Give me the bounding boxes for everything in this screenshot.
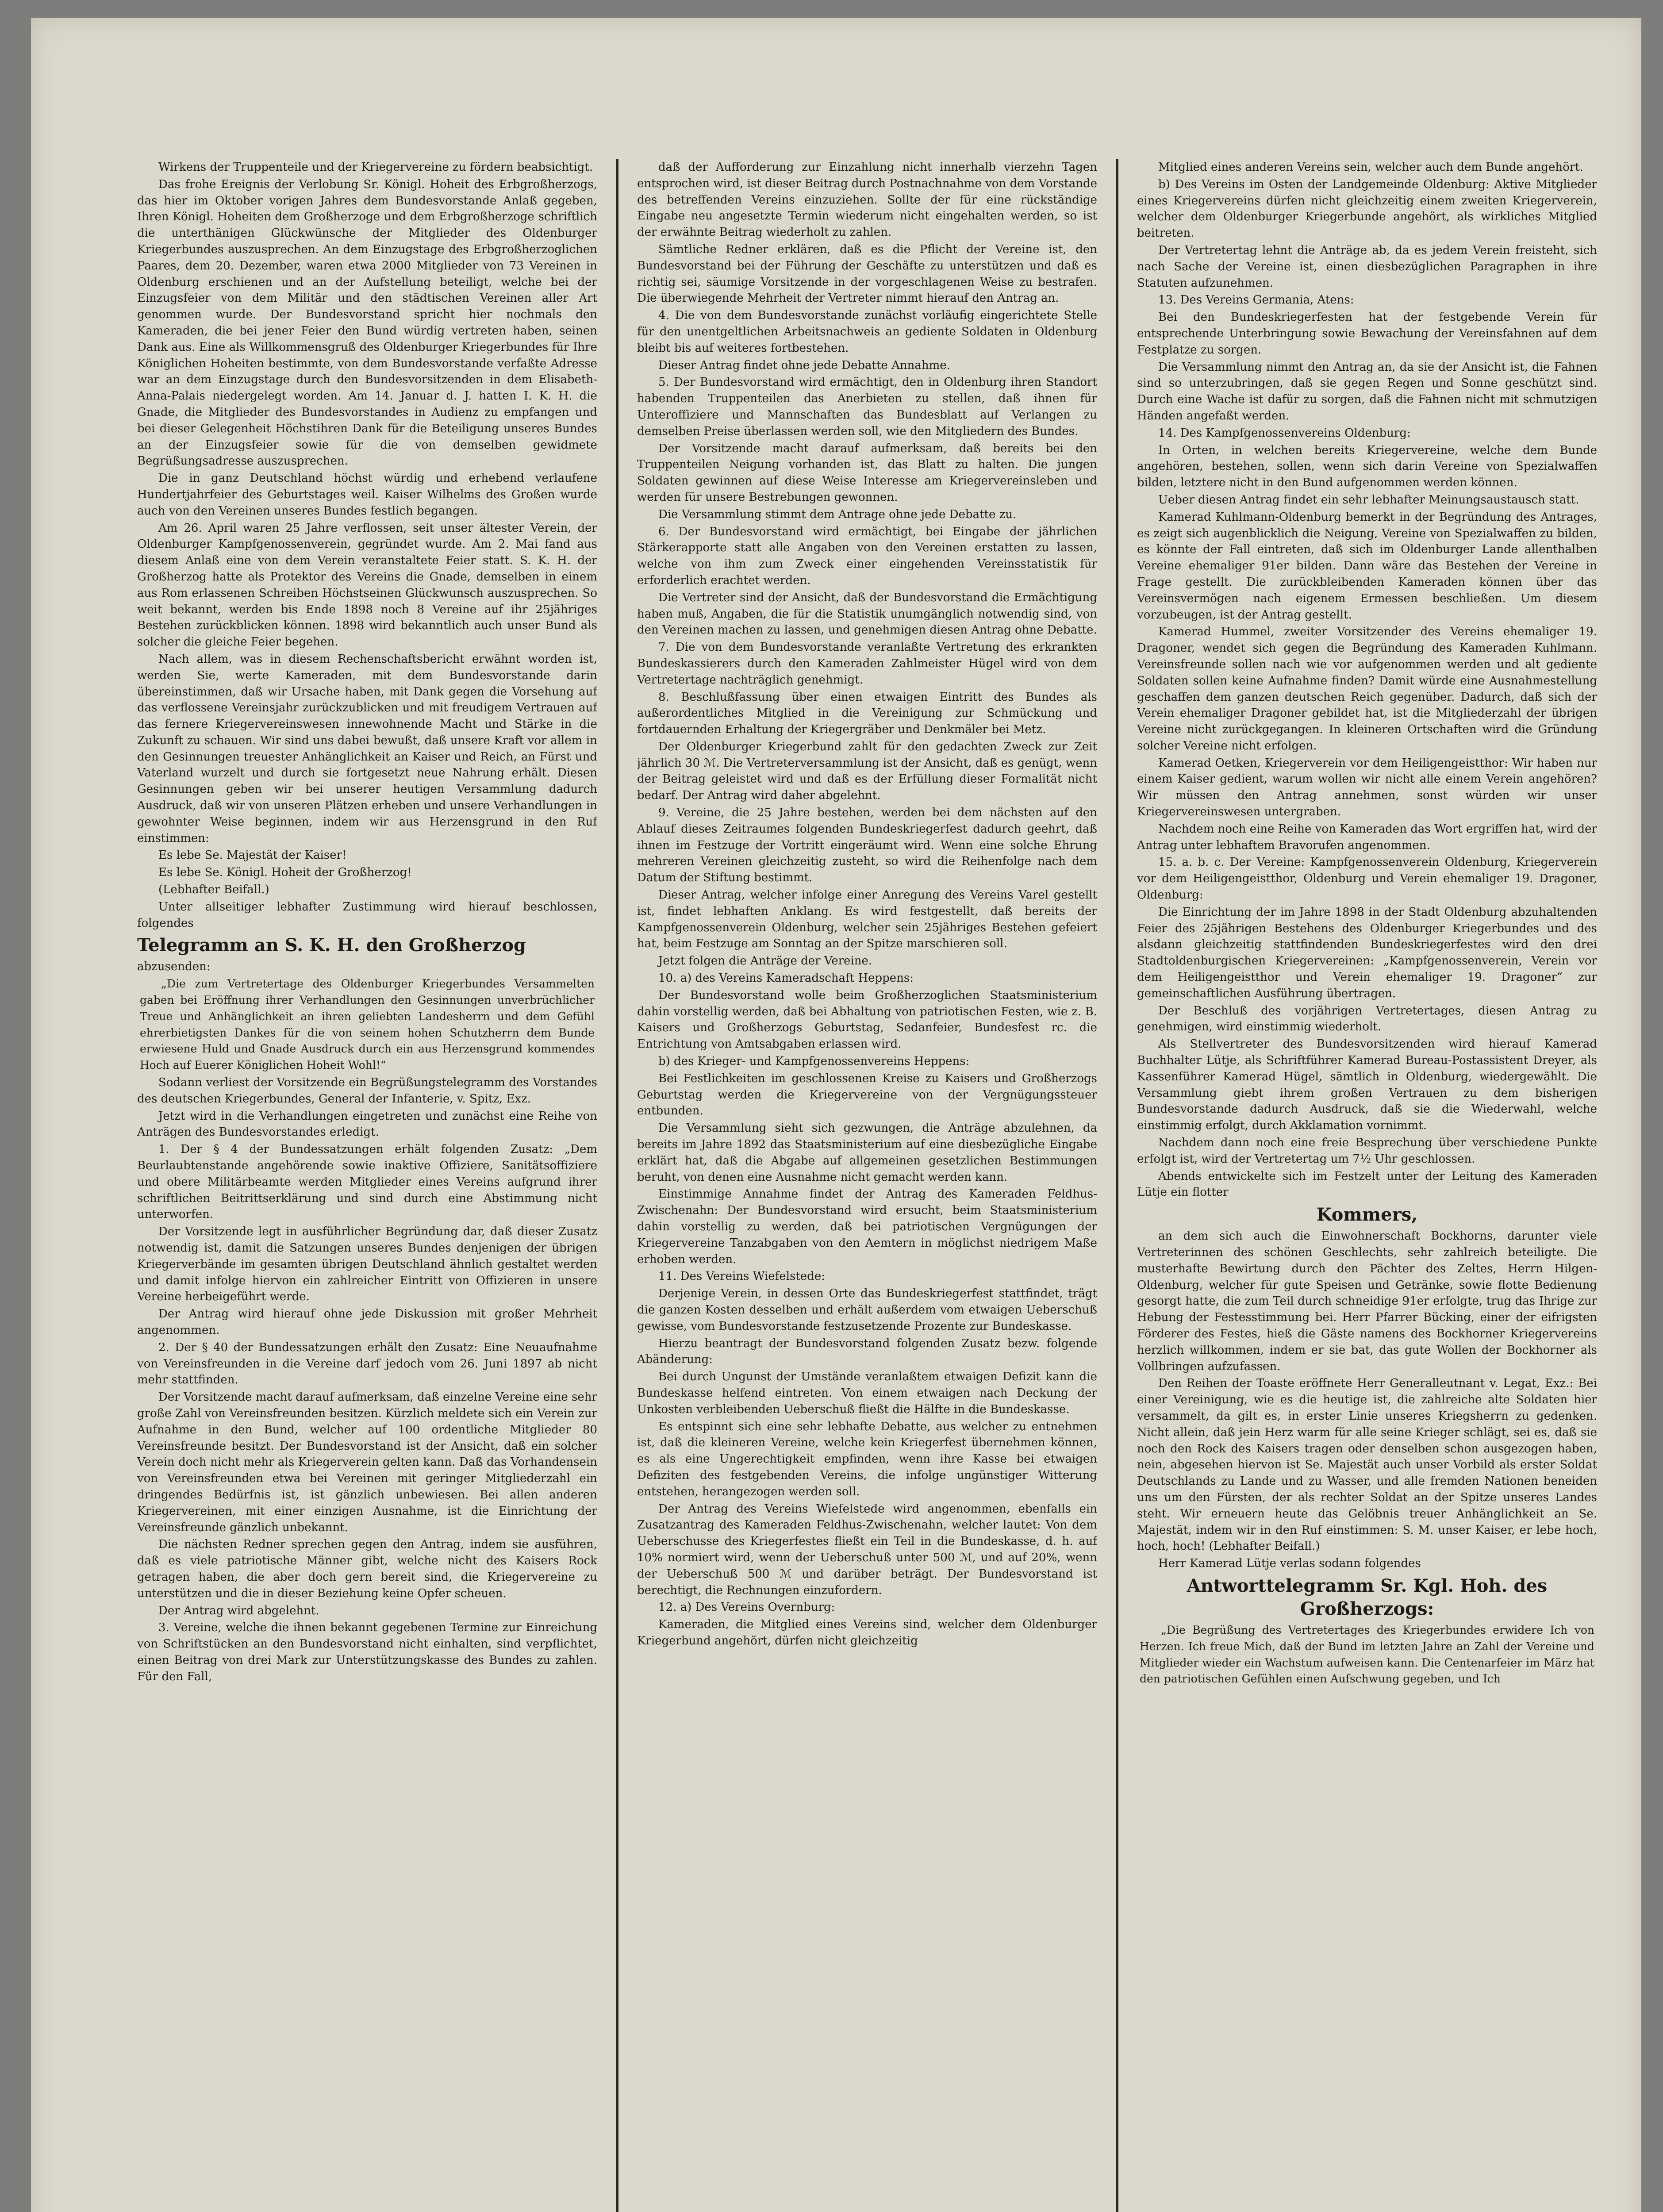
paragraph: Kamerad Oetken, Kriegerverein vor dem Heiligengeistthor: Wir haben nur einem Kaiser gedient, warum wollen wir nicht alle einem Verein angehören? Wir müssen den Antrag annehmen, sonst würden wir unser Kriegervereinswesen untergraben.	[1137, 756, 1597, 819]
paragraph: Die in ganz Deutschland höchst würdig und erhebend verlaufene Hundertjahrfeier des Geburtstages weil. Kaiser Wilhelms des Großen wurde auch von den Vereinen unseres Bundes festlich begangen.	[137, 472, 597, 518]
paragraph: Die nächsten Redner sprechen gegen den Antrag, indem sie ausführen, daß es viele patriotische Männer gibt, welche nicht des Kaisers Rock getragen haben, die aber doch gern bereit sind, die Kriegervereine zu unterstützen und die in dieser Beziehung keine Opfer scheuen.	[137, 1538, 597, 1600]
reply-telegram-heading: Antworttelegramm Sr. Kgl. Hoh. des Großherzogs:	[1187, 1575, 1548, 1619]
paragraph: b) des Krieger- und Kampfgenossenvereins Heppens:	[658, 1055, 970, 1068]
paragraph: Bei Festlichkeiten im geschlossenen Kreise zu Kaisers und Großherzogs Geburtstag werden die Kriegervereine von der Vergnügungssteuer entbunden.	[637, 1071, 1097, 1118]
column-1	[137, 159, 597, 2212]
newspaper-page	[31, 18, 1641, 2212]
paragraph: Kameraden, die Mitglied eines Vereins sind, welcher dem Oldenburger Kriegerbund angehört, dürfen nicht gleichzeitig	[637, 1618, 1097, 1647]
paragraph: Unter allseitiger lebhafter Zustimmung wird hierauf beschlossen, folgendes	[137, 900, 597, 930]
column-rule-2	[1116, 159, 1118, 2212]
paragraph: Die Versammlung stimmt dem Antrage ohne jede Debatte zu.	[658, 507, 1017, 521]
paragraph: 1. Der § 4 der Bundessatzungen erhält folgenden Zusatz: „Dem Beurlaubtenstande angehörende sowie inaktive Offiziere, Sanitätsoffiziere und obere Militärbeamte werden Mitglieder eines Vereins aufgrund ihrer schriftlichen Beitrittserklärung und sind durch eine Abstimmung nicht unterworfen.	[137, 1143, 597, 1221]
paragraph: Der Beschluß des vorjährigen Vertretertages, diesen Antrag zu genehmigen, wird einstimmig wiederholt.	[1137, 1004, 1597, 1034]
paragraph: Der Antrag wird hierauf ohne jede Diskussion mit großer Mehrheit angenommen.	[137, 1307, 597, 1337]
paragraph: Es lebe Se. Königl. Hoheit der Großherzog!	[158, 866, 412, 879]
paragraph: Der Antrag des Vereins Wiefelstede wird angenommen, ebenfalls ein Zusatzantrag des Kameraden Feldhus-Zwischenahn, welcher lautet: Von dem Ueberschusse des Kriegerfestes fließt ein Teil in die Bundeskasse, d. h. auf 10% normiert wird, wenn der Ueberschuß unter 500 ℳ, und auf 20%, wenn der Ueberschuß 500 ℳ und darüber beträgt. Der Bundesvorstand ist berechtigt, die Rechnungen einzufordern.	[637, 1502, 1097, 1597]
paragraph: Der Bundesvorstand wolle beim Großherzoglichen Staatsministerium dahin vorstellig werden, daß bei Abhaltung von patriotischen Festen, wie z. B. Kaisers und Großherzogs Geburtstag, Sedanfeier, Bundesfest rc. die Entrichtung von Amtsabgaben erlassen wird.	[637, 988, 1097, 1051]
column-rule-1	[616, 159, 618, 2212]
kommers-paragraphs	[1137, 1228, 1597, 1572]
column-1-paragraphs	[137, 159, 597, 931]
paragraph: Bei durch Ungunst der Umstände veranlaßtem etwaigen Defizit kann die Bundeskasse helfend eintreten. Von einem etwaigen nach Deckung der Unkosten verbleibenden Ueberschuß fließt die Hälfte in die Bundeskasse.	[637, 1370, 1097, 1416]
paragraph: In Orten, in welchen bereits Kriegervereine, welche dem Bunde angehören, bestehen, sollen, wenn sich darin Vereine von Spezialwaffen bilden, letztere nicht in den Bund aufgenommen werden können.	[1137, 443, 1597, 490]
column-2	[637, 159, 1097, 2212]
paragraph: 12. a) Des Vereins Overnburg:	[658, 1601, 835, 1614]
paragraph: 9. Vereine, die 25 Jahre bestehen, werden bei dem nächsten auf den Ablauf dieses Zeitraumes folgenden Bundeskriegerfest dadurch geehrt, daß ihnen im Festzuge der Vortritt eingeräumt wird. Wenn eine solche Ehrung mehreren Vereinen gleichzeitig zusteht, so wird die Reihenfolge nach dem Datum der Stiftung bestimmt.	[637, 806, 1097, 885]
reply-telegram-text: „Die Begrüßung des Vertretertages des Kriegerbundes erwidere Ich von Herzen. Ich freue Mich, daß der Bund im letzten Jahre an Zahl der Vereine und Mitglieder wieder ein Wachstum aufweisen kann. Die Centenarfeier im März hat den patriotischen Gefühlen einen Aufschwung gegeben, und Ich	[1140, 1623, 1594, 1686]
paragraph: Kamerad Hummel, zweiter Vorsitzender des Vereins ehemaliger 19. Dragoner, wendet sich gegen die Begründung des Kameraden Kuhlmann. Vereinsfreunde sollen nach wie vor aufgenommen werden und alt gediente Soldaten sollen keine Aufnahme finden? Damit würde eine Ausnahmestellung geschaffen dem ganzen deutschen Reich gegenüber. Dadurch, daß sich der Verein ehemaliger Dragoner gebildet hat, ist die Mitgliederzahl der übrigen Vereine nicht zurückgegangen. In kleineren Ortschaften wird die Gründung solcher Vereine nicht erfolgen.	[1137, 625, 1597, 753]
paragraph: 14. Des Kampfgenossenvereins Oldenburg:	[1158, 426, 1411, 440]
paragraph: Kamerad Kuhlmann-Oldenburg bemerkt in der Begründung des Antrages, es zeigt sich augenblicklich die Neigung, Vereine von Spezialwaffen zu bilden, es könnte der Fall eintreten, daß sich im Oldenburger Lande allenthalben Vereine ehemaliger 91er bilden. Dann wäre das Bestehen der Vereine in Frage gestellt. Die zurückbleibenden Kameraden können über das Vereinsvermögen nach eigenem Ermessen beschließen. Um diesem vorzubeugen, ist der Antrag gestellt.	[1137, 510, 1597, 622]
paragraph: Nach allem, was in diesem Rechenschaftsbericht erwähnt worden ist, werden Sie, werte Kameraden, mit dem Bundesvorstande darin übereinstimmen, daß wir Ursache haben, mit Dank gegen die Vorsehung auf das verflossene Vereinsjahr zurückzublicken und mit freudigem Vertrauen auf das fernere Kriegervereinswesen innewohnende Macht und Stärke in die Zukunft zu schauen. Wir sind uns dabei bewußt, daß unsere Kraft vor allem in den Gesinnungen treuester Anhänglichkeit an Kaiser und Reich, an Fürst und Vaterland wurzelt und durch sie fortgesetzt neue Nahrung erhält. Diesen Gesinnungen geben wir bei unserer heutigen Versammlung dadurch Ausdruck, daß wir von unseren Plätzen erheben und unsere Verhandlungen in gewohnter Weise beginnen, indem wir aus Herzensgrund in den Ruf einstimmen:	[137, 652, 597, 845]
paragraph: 2. Der § 40 der Bundessatzungen erhält den Zusatz: Eine Neuaufnahme von Vereinsfreunden in die Vereine darf jedoch vom 26. Juni 1897 ab nicht mehr stattfinden.	[137, 1340, 597, 1387]
paragraph: 4. Die von dem Bundesvorstande zunächst vorläufig eingerichtete Stelle für den unentgeltlichen Arbeitsnachweis an gediente Soldaten in Oldenburg bleibt bis auf weiteres fortbestehen.	[637, 309, 1097, 355]
paragraph: Wirkens der Truppenteile und der Kriegervereine zu fördern beabsichtigt.	[158, 161, 593, 174]
paragraph: 6. Der Bundesvorstand wird ermächtigt, bei Eingabe der jährlichen Stärkerapporte statt alle Angaben von den Vereinen erstatten zu lassen, welche von ihm zum Zweck einer eingehenden Vereinsstatistik für erforderlich erachtet werden.	[637, 525, 1097, 587]
telegram-text: „Die zum Vertretertage des Oldenburger Kriegerbundes Versammelten gaben bei Eröffnung ihrer Verhandlungen den Gesinnungen unverbrüchlicher Treue und Anhänglichkeit an ihren geliebten Landesherrn und dem Gefühl ehrerbietigsten Dankes für die von seinem hohen Schutzherrn dem Bunde erwiesene Huld und Gnade Ausdruck durch ein aus Herzensgrund kommendes Hoch auf Euerer Königlichen Hoheit Wohl!“	[140, 977, 595, 1072]
paragraph: Den Reihen der Toaste eröffnete Herr Generalleutnant v. Legat, Exz.: Bei einer Vereinigung, wie es die heutige ist, die zahlreiche alte Soldaten hier versammelt, da gilt es, in erster Linie unseres Kriegsherrn zu gedenken. Nicht allein, daß jein Herz warm für alle seine Krieger schlägt, sei es, daß sie noch den Rock des Kaisers tragen oder denselben schon ausgezogen haben, nein, abgesehen hiervon ist Se. Majestät auch unser Vorbild als erster Soldat Deutschlands zu Lande und zu Wasser, und alle fremden Nationen beneiden uns um den Fürsten, der als rechter Soldat an der Spitze unseres Landes steht. Wir erneuern heute das Gelöbnis treuer Anhänglichkeit an Se. Majestät, indem wir in den Ruf einstimmen: S. M. unser Kaiser, er lebe hoch, hoch, hoch! (Lebhafter Beifall.)	[1137, 1377, 1597, 1553]
column-1-paragraphs-after	[137, 1075, 597, 1685]
paragraph: Ueber diesen Antrag findet ein sehr lebhafter Meinungsaustausch statt.	[1158, 493, 1579, 507]
paragraph: 13. Des Vereins Germania, Atens:	[1158, 293, 1354, 307]
paragraph: 3. Vereine, welche die ihnen bekannt gegebenen Termine zur Einreichung von Schriftstücken an den Bundesvorstand nicht einhalten, sind verpflichtet, einen Beitrag von drei Mark zur Unterstützungskasse des Bundes zu zahlen. Für den Fall,	[137, 1621, 597, 1683]
paragraph: Es lebe Se. Majestät der Kaiser!	[158, 849, 347, 862]
telegram-intro: abzusenden:	[137, 960, 211, 974]
paragraph: b) Des Vereins im Osten der Landgemeinde Oldenburg: Aktive Mitglieder eines Kriegervereins dürfen nicht gleichzeitig einem zweiten Kriegerverein, welcher dem Oldenburger Kriegerbunde angehört, als wirkliches Mitglied beitreten.	[1137, 177, 1597, 240]
paragraph: Die Vertreter sind der Ansicht, daß der Bundesvorstand die Ermächtigung haben muß, Angaben, die für die Statistik unumgänglich notwendig sind, von den Vereinen machen zu lassen, und genehmigen diesen Antrag ohne Debatte.	[637, 591, 1097, 637]
paragraph: (Lebhafter Beifall.)	[158, 883, 269, 897]
kommers-heading: Kommers,	[1316, 1204, 1418, 1225]
paragraph: 15. a. b. c. Der Vereine: Kampfgenossenverein Oldenburg, Kriegerverein vor dem Heiligengeistthor, Oldenburg und Verein ehemaliger 19. Dragoner, Oldenburg:	[1137, 856, 1597, 902]
paragraph: Die Versammlung nimmt den Antrag an, da sie der Ansicht ist, die Fahnen sind so unterzubringen, daß sie gegen Regen und Sonne geschützt sind. Durch eine Wache ist dafür zu sorgen, daß die Fahnen nicht mit schmutzigen Händen angefaßt werden.	[1137, 360, 1597, 422]
column-3-paragraphs	[1137, 159, 1597, 1201]
column-3	[1137, 159, 1597, 2212]
paragraph: daß der Aufforderung zur Einzahlung nicht innerhalb vierzehn Tagen entsprochen wird, ist dieser Beitrag durch Postnachnahme von dem Vorstande des betreffenden Vereins einzuziehen. Sollte der für eine rückständige Eingabe neu angesetzte Termin wiederum nicht eingehalten werden, so ist der erwähnte Beitrag wiederholt zu zahlen.	[637, 161, 1097, 239]
paragraph: 5. Der Bundesvorstand wird ermächtigt, den in Oldenburg ihren Standort habenden Truppenteilen das Anerbieten zu stellen, daß ihnen für Unteroffiziere und Mannschaften das Bundesblatt auf Verlangen zu demselben Preise überlassen werden soll, wie den Mitgliedern des Bundes.	[637, 376, 1097, 438]
column-2-paragraphs	[637, 159, 1097, 1649]
paragraph: Der Oldenburger Kriegerbund zahlt für den gedachten Zweck zur Zeit jährlich 30 ℳ. Die Vertreterversammlung ist der Ansicht, daß es genügt, wenn der Beitrag geleistet wird und daß es der Erfüllung dieser Formalität nicht bedarf. Der Antrag wird daher abgelehnt.	[637, 740, 1097, 803]
paragraph: Die Einrichtung der im Jahre 1898 in der Stadt Oldenburg abzuhaltenden Feier des 25jährigen Bestehens des Oldenburger Kriegerbundes und des alsdann gleichzeitig stattfindenden Bundeskriegerfestes wird den drei Stadtoldenburgischen Kriegervereinen: „Kampfgenossenverein, Verein vor dem Heiligengeistthor und Verein ehemaliger 19. Dragoner“ zur gemeinschaftlichen Ausführung übertragen.	[1137, 905, 1597, 1000]
paragraph: Hierzu beantragt der Bundesvorstand folgenden Zusatz bezw. folgende Abänderung:	[637, 1336, 1097, 1367]
paragraph: Sämtliche Redner erklären, daß es die Pflicht der Vereine ist, den Bundesvorstand bei der Führung der Geschäfte zu unterstützen und daß es richtig sei, säumige Vorsitzende in der vorgeschlagenen Weise zu bestrafen. Die überwiegende Mehrheit der Vertreter nimmt hierauf den Antrag an.	[637, 242, 1097, 305]
paragraph: Abends entwickelte sich im Festzelt unter der Leitung des Kameraden Lütje ein flotter	[1137, 1169, 1597, 1199]
paragraph: Sodann verliest der Vorsitzende ein Begrüßungstelegramm des Vorstandes des deutschen Kriegerbundes, General der Infanterie, v. Spitz, Exz.	[137, 1076, 597, 1106]
paragraph: Nachdem noch eine Reihe von Kameraden das Wort ergriffen hat, wird der Antrag unter lebhaftem Bravorufen angenommen.	[1137, 822, 1597, 852]
text-columns	[137, 159, 1597, 2212]
paragraph: 10. a) des Vereins Kameradschaft Heppens:	[658, 972, 914, 985]
paragraph: Der Antrag wird abgelehnt.	[158, 1604, 319, 1617]
paragraph: Der Vorsitzende macht darauf aufmerksam, daß einzelne Vereine eine sehr große Zahl von Vereinsfreunden besitzen. Kürzlich meldete sich ein Verein zur Aufnahme in den Bund, welcher auf 100 ordentliche Mitglieder 80 Vereinsfreunde besitzt. Der Bundesvorstand ist der Ansicht, daß ein solcher Verein doch nicht mehr als Kriegerverein gelten kann. Daß das Vorhandensein von Vereinsfreunden etwa bei Vereinen mit geringer Mitgliederzahl ein dringendes Bedürfnis ist, ist gänzlich unbewiesen. Bei allen anderen Kriegervereinen, mit einer einzigen Ausnahme, ist die Einrichtung der Vereinsfreunde gänzlich unbekannt.	[137, 1390, 597, 1534]
paragraph: Der Vertretertag lehnt die Anträge ab, da es jedem Verein freisteht, sich nach Sache der Vereine ist, einen diesbezüglichen Paragraphen in ihre Statuten aufzunehmen.	[1137, 243, 1597, 290]
paragraph: Am 26. April waren 25 Jahre verflossen, seit unser ältester Verein, der Oldenburger Kampfgenossenverein, gegründet wurde. Am 2. Mai fand aus diesem Anlaß eine von dem Verein veranstaltete Feier statt. S. K. H. der Großherzog hatte als Protektor des Vereins die Gnade, demselben in einem aus Rom erlassenen Schreiben Höchstseinen Glückwunsch auszusprechen. So weit bekannt, werden bis Ende 1898 noch 8 Vereine auf ihr 25jähriges Bestehen zurückblicken können. 1898 wird bekanntlich auch unser Bund als solcher die gleiche Feier begehen.	[137, 521, 597, 649]
paragraph: Einstimmige Annahme findet der Antrag des Kameraden Feldhus-Zwischenahn: Der Bundesvorstand wird ersucht, beim Staatsministerium dahin vorstellig zu werden, daß bei patriotischen Vergnügungen der Kriegervereine Tanzabgaben von den Aemtern in möglichst niedrigem Maße erhoben werden.	[637, 1187, 1097, 1266]
paragraph: Es entspinnt sich eine sehr lebhafte Debatte, aus welcher zu entnehmen ist, daß die kleineren Vereine, welche kein Kriegerfest übernehmen können, es als eine Ungerechtigkeit empfinden, wenn ihre Kasse bei etwaigen Defiziten des festgebenden Vereins, die infolge ungünstiger Witterung entstehen, herangezogen werden soll.	[637, 1420, 1097, 1498]
paragraph: 7. Die von dem Bundesvorstande veranlaßte Vertretung des erkrankten Bundeskassierers durch den Kameraden Zahlmeister Hügel wird von dem Vertretertage nachträglich genehmigt.	[637, 641, 1097, 687]
paragraph: Der Vorsitzende macht darauf aufmerksam, daß bereits bei den Truppenteilen Neigung vorhanden ist, das Blatt zu halten. Die jungen Soldaten gewinnen auf diese Weise Interesse am Kriegervereinsleben und werden für unsere Bestrebungen gewonnen.	[637, 442, 1097, 504]
paragraph: Derjenige Verein, in dessen Orte das Bundeskriegerfest stattfindet, trägt die ganzen Kosten desselben und erhält außerdem vom etwaigen Ueberschuß gewisse, vom Bundesvorstande festzusetzende Prozente zur Bundeskasse.	[637, 1287, 1097, 1333]
paragraph: Nachdem dann noch eine freie Besprechung über verschiedene Punkte erfolgt ist, wird der Vertretertag um 7½ Uhr geschlossen.	[1137, 1136, 1597, 1166]
paragraph: Mitglied eines anderen Vereins sein, welcher auch dem Bunde angehört.	[1158, 161, 1583, 174]
paragraph: Jetzt folgen die Anträge der Vereine.	[658, 954, 872, 968]
paragraph: Bei den Bundeskriegerfesten hat der festgebende Verein für entsprechende Unterbringung sowie Bewachung der Vereinsfahnen auf dem Festplatze zu sorgen.	[1137, 311, 1597, 357]
paragraph: Herr Kamerad Lütje verlas sodann folgendes	[1158, 1557, 1421, 1571]
paragraph: Dieser Antrag findet ohne jede Debatte Annahme.	[658, 358, 950, 372]
paragraph: Jetzt wird in die Verhandlungen eingetreten und zunächst eine Reihe von Anträgen des Bundesvorstandes erledigt.	[137, 1109, 597, 1139]
paragraph: Der Vorsitzende legt in ausführlicher Begründung dar, daß dieser Zusatz notwendig ist, damit die Satzungen unseres Bundes denjenigen der übrigen Kriegerverbände im gesamten übrigen Deutschland ähnlich gestaltet werden und damit infolge hiervon ein zahlreicher Eintritt von Offizieren in unsere Vereine herbeigeführt werde.	[137, 1225, 597, 1304]
paragraph: an dem sich auch die Einwohnerschaft Bockhorns, darunter viele Vertreterinnen des schönen Geschlechts, sehr zahlreich beteiligte. Die musterhafte Bewirtung durch den Pächter des Zeltes, Herrn Hilgen-Oldenburg, welcher für gute Speisen und Getränke, sowie flotte Bedienung gesorgt hatte, die zum Teil durch schneidige 91er erfolgte, trug das Ihrige zur Hebung der Festesstimmung bei. Herr Pfarrer Bücking, einer der eifrigsten Förderer des Festes, hieß die Gäste namens des Bockhorner Kriegervereins herzlich willkommen, indem er sie bat, das gute Wollen der Bockhorner als Vollbringen aufzufassen.	[1137, 1229, 1597, 1373]
paragraph: 8. Beschlußfassung über einen etwaigen Eintritt des Bundes als außerordentliches Mitglied in die Vereinigung zur Schmückung und fortdauernden Erhaltung der Kriegergräber und Denkmäler bei Metz.	[637, 690, 1097, 737]
telegram-heading: Telegramm an S. K. H. den Großherzog	[137, 935, 526, 956]
paragraph: Das frohe Ereignis der Verlobung Sr. Königl. Hoheit des Erbgroßherzogs, das hier im Oktober vorigen Jahres dem Bundesvorstande Anlaß gegeben, Ihren Königl. Hoheiten dem Großherzoge und dem Erbgroßherzoge schriftlich die unterthänigen Glückwünsche der Mitglieder des Oldenburger Kriegerbundes auszusprechen. An dem Einzugstage des Erbgroßherzoglichen Paares, dem 20. Dezember, waren etwa 2000 Mitglieder von 73 Vereinen in Oldenburg erschienen und an der Aufstellung beteiligt, welche bei der Einzugsfeier von dem Militär und den städtischen Vereinen aller Art genommen wurde. Der Bundesvorstand spricht hier nochmals den Kameraden, die bei jener Feier den Bund würdig vertreten haben, seinen Dank aus. Eine als Willkommensgruß des Oldenburger Kriegerbundes für Ihre Königlichen Hoheiten bestimmte, von dem Bundesvorstande verfaßte Adresse war an dem Einzugstage durch den Bundesvorsitzenden in dem Elisabeth-Anna-Palais niedergelegt worden. Am 14. Januar d. J. hatten I. K. H. die Gnade, die Mitglieder des Bundesvorstandes in Audienz zu empfangen und bei dieser Gelegenheit Höchstihren Dank für die Beteiligung unseres Bundes an der Einzugsfeier sowie für die von demselben gewidmete Begrüßungsadresse auszusprechen.	[137, 177, 597, 468]
paragraph: 11. Des Vereins Wiefelstede:	[658, 1270, 825, 1283]
paragraph: Als Stellvertreter des Bundesvorsitzenden wird hierauf Kamerad Buchhalter Lütje, als Schriftführer Kamerad Bureau-Postassistent Dreyer, als Kassenführer Kamerad Hügel, sämtlich in Oldenburg, wiedergewählt. Die Versammlung giebt ihrem großen Vertrauen zu dem bisherigen Bundesvorstande dadurch Ausdruck, daß sie die Wiederwahl, welche einstimmig erfolgt, durch Akklamation vornimmt.	[1137, 1037, 1597, 1133]
paragraph: Die Versammlung sieht sich gezwungen, die Anträge abzulehnen, da bereits im Jahre 1892 das Staatsministerium auf eine diesbezügliche Eingabe erklärt hat, daß die Abgabe auf allgemeinen gesetzlichen Bestimmungen beruht, von denen eine Ausnahme nicht gemacht werden kann.	[637, 1121, 1097, 1184]
paragraph: Dieser Antrag, welcher infolge einer Anregung des Vereins Varel gestellt ist, findet lebhaften Anklang. Es wird festgestellt, daß bereits der Kampfgenossenverein Oldenburg, welcher sein 25jähriges Bestehen gefeiert hat, beim Festzuge am Sonntag an der Spitze marschieren soll.	[637, 888, 1097, 951]
